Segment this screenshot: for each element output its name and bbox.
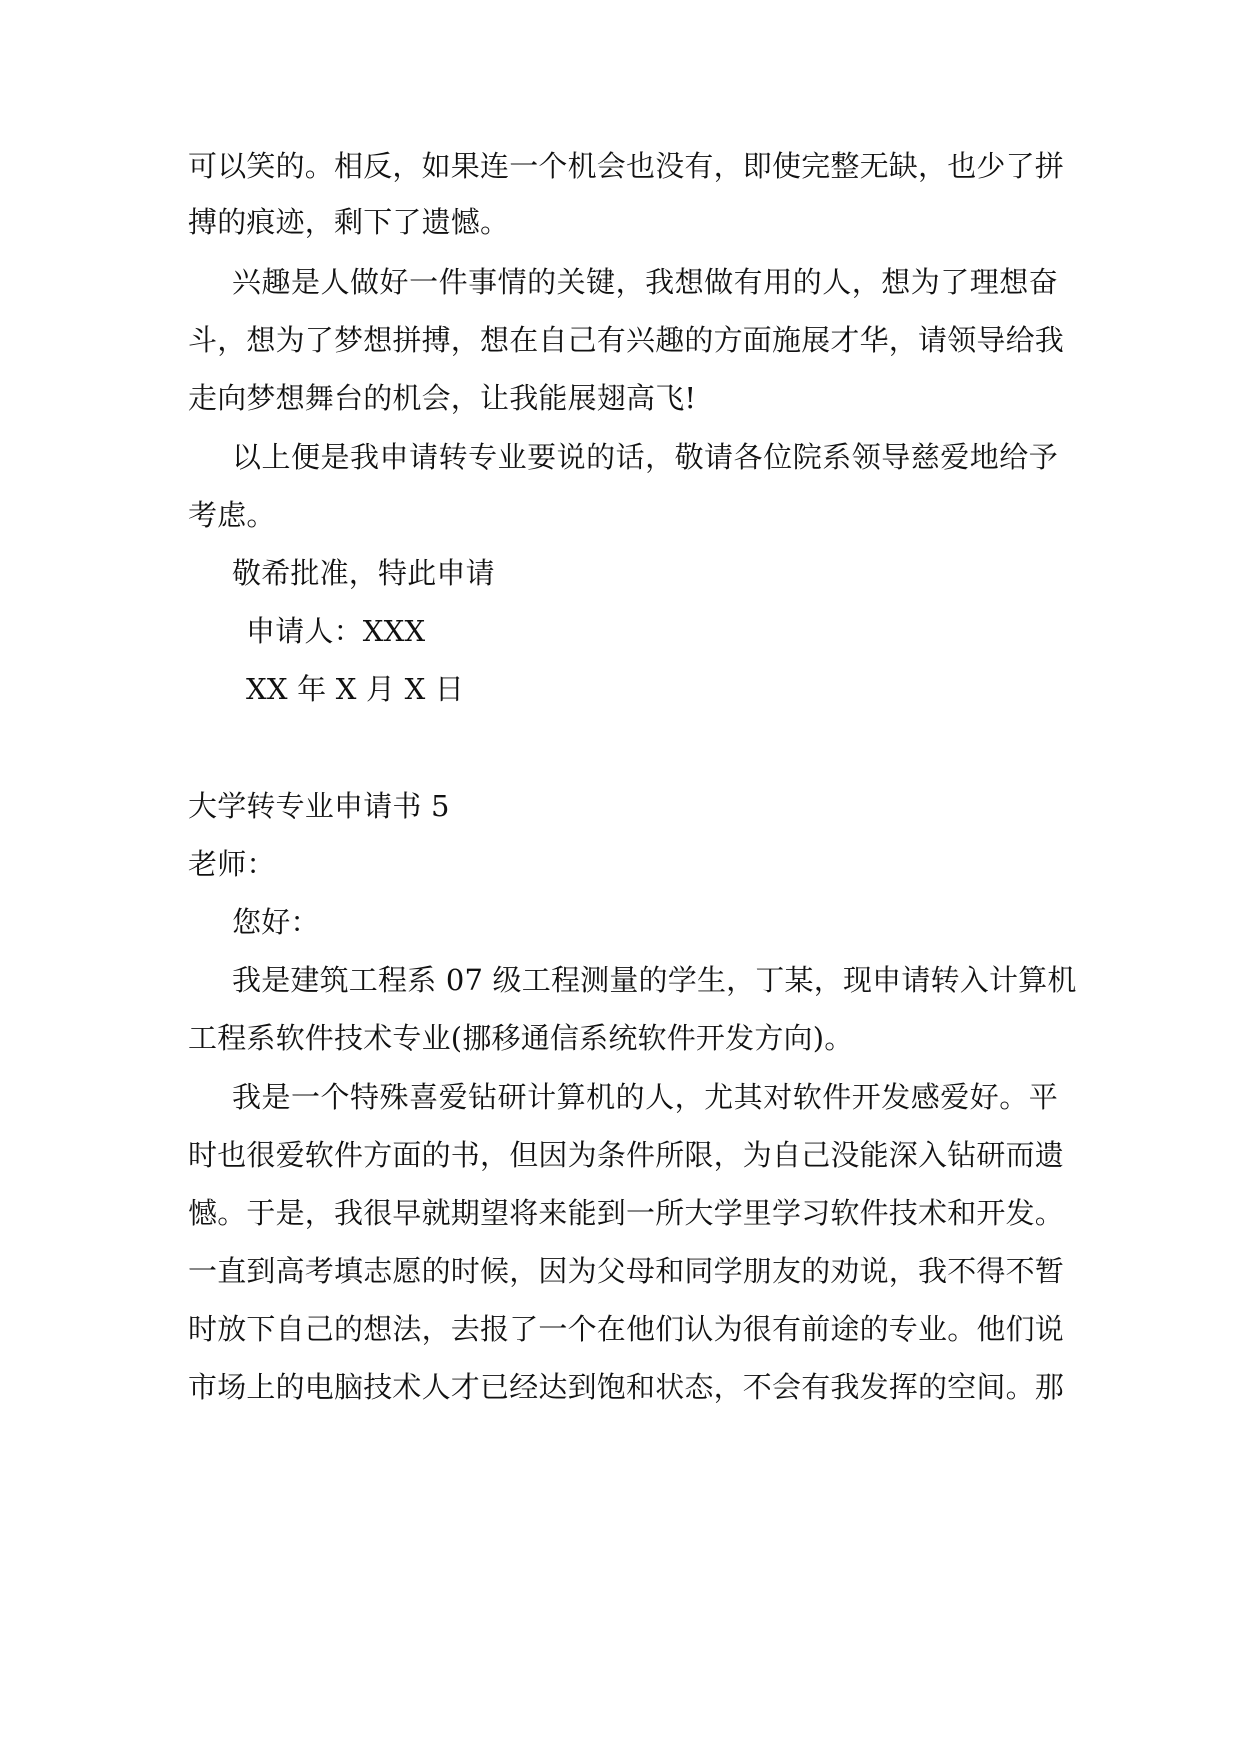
closing-line: 敬希批准，特此申请 xyxy=(232,556,495,590)
signature-date: XX 年 X 月 X 日 xyxy=(246,672,465,706)
body-text-line: 市场上的电脑技术人才已经达到饱和状态，不会有我发挥的空间。那 xyxy=(188,1370,1065,1404)
body-text-line: 时放下自己的想法，去报了一个在他们认为很有前途的专业。他们说 xyxy=(188,1312,1065,1346)
section-title: 大学转专业申请书 5 xyxy=(188,789,450,823)
greeting: 您好： xyxy=(232,905,320,939)
body-text-line: 搏的痕迹，剩下了遗憾。 xyxy=(188,205,510,239)
paragraph-first-line: 我是建筑工程系 07 级工程测量的学生，丁某，现申请转入计算机 xyxy=(232,963,1077,997)
salutation: 老师： xyxy=(188,847,276,881)
body-text-line: 一直到高考填志愿的时候，因为父母和同学朋友的劝说，我不得不暂 xyxy=(188,1254,1065,1288)
applicant-signature: 申请人：XXX xyxy=(246,614,426,648)
body-text-line: 斗，想为了梦想拼搏，想在自己有兴趣的方面施展才华，请领导给我 xyxy=(188,323,1065,357)
body-text-line: 可以笑的。相反，如果连一个机会也没有，即使完整无缺，也少了拼 xyxy=(188,149,1065,183)
body-text-line: 走向梦想舞台的机会，让我能展翅高飞! xyxy=(188,381,697,415)
paragraph-first-line: 兴趣是人做好一件事情的关键，我想做有用的人，想为了理想奋 xyxy=(232,265,1058,299)
paragraph-first-line: 以上便是我申请转专业要说的话，敬请各位院系领导慈爱地给予 xyxy=(232,440,1058,474)
paragraph-first-line: 我是一个特殊喜爱钻研计算机的人，尤其对软件开发感爱好。平 xyxy=(232,1080,1058,1114)
body-text-line: 时也很爱软件方面的书，但因为条件所限，为自己没能深入钻研而遗 xyxy=(188,1138,1065,1172)
body-text-line: 工程系软件技术专业(挪移通信系统软件开发方向)。 xyxy=(188,1021,854,1055)
body-text-line: 考虑。 xyxy=(188,498,276,532)
body-text-line: 憾。于是，我很早就期望将来能到一所大学里学习软件技术和开发。 xyxy=(188,1196,1065,1230)
